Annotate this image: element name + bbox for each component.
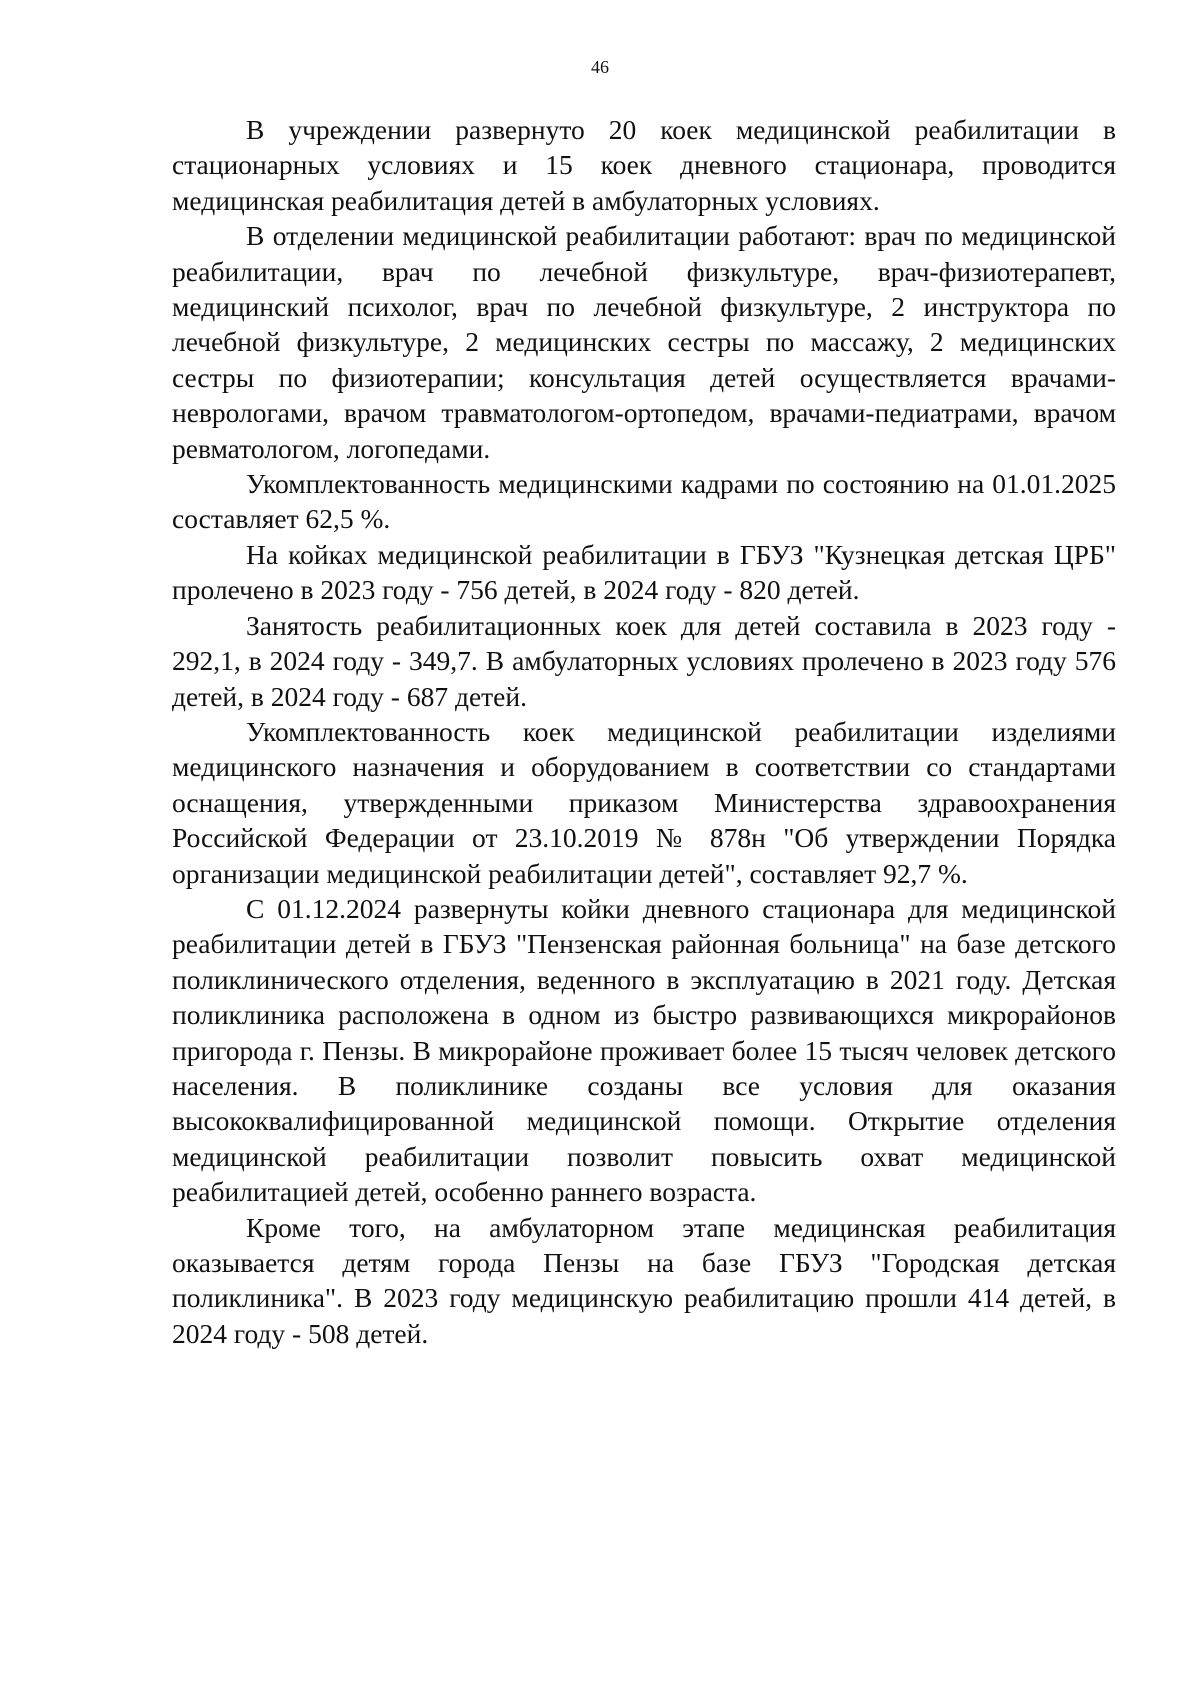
paragraph-outpatient-clinic: Кроме того, на амбулаторном этапе медицинская реабилитация оказывается детям города Пензы на базе ГБУЗ "Городская детская поликлиника". В 2023 году медицинскую реабилитацию прошли 414 детей, в 2024 году - 508 детей. [172,1211,1116,1349]
paragraph-treated-patients: На койках медицинской реабилитации в ГБУЗ "Кузнецкая детская ЦРБ" пролечено в 2023 году - 756 детей, в 2024 году - 820 детей. [172,538,1116,606]
paragraph-staff-list: В отделении медицинской реабилитации работают: врач по медицинской реабилитации, врач по лечебной физкультуре, врач-физиотерапевт, медицинский психолог, врач по лечебной физкультуре, 2 инструктора по лечебной физкультуре, 2 медицинских сестры по массажу, 2 медицинских сестры по физиотерапии; консультация детей осуществляется врачами-неврологами, врачом травматологом-ортопедом, врачами-педиатрами, врачом ревматологом, логопедами. [172,220,1116,464]
paragraph-day-hospital: С 01.12.2024 развернуты койки дневного стационара для медицинской реабилитации детей в ГБУЗ "Пензенская районная больница" на базе детского поликлинического отделения, веденного в эксплуатацию в 2021 году. Детская поликлиника расположена в одном из быстро развивающихся микрорайонов пригорода г. Пензы. В микрорайоне проживает более 15 тысяч человек детского населения. В поликлинике созданы все условия для оказания высококвалифицированной медицинской помощи. Открытие отделения медицинской реабилитации позволит повысить охват медицинской реабилитацией детей, особенно раннего возраста. [172,892,1116,1208]
paragraph-bed-count: В учреждении развернуто 20 коек медицинской реабилитации в стационарных условиях и 15 коек дневного стационара, проводится медицинская реабилитация детей в амбулаторных условиях. [172,114,1116,216]
body-text [172,112,1116,1351]
page-number: 46 [591,57,609,77]
paragraph-bed-occupancy: Занятость реабилитационных коек для детей составила в 2023 году - 292,1, в 2024 году - 349,7. В амбулаторных условиях пролечено в 2023 году 576 детей, в 2024 году - 687 детей. [172,609,1116,712]
paragraph-staffing-level: Укомплектованность медицинскими кадрами по состоянию на 01.01.2025 составляет 62,5 %. [172,468,1116,535]
paragraph-equipment-level: Укомплектованность коек медицинской реабилитации изделиями медицинского назначения и оборудованием в соответствии со стандартами оснащения, утвержденными приказом Министерства здравоохранения Российской Федерации от 23.10.2019 № 878н "Об утверждении Порядка организации медицинской реабилитации детей", составляет 92,7 %. [172,715,1116,889]
